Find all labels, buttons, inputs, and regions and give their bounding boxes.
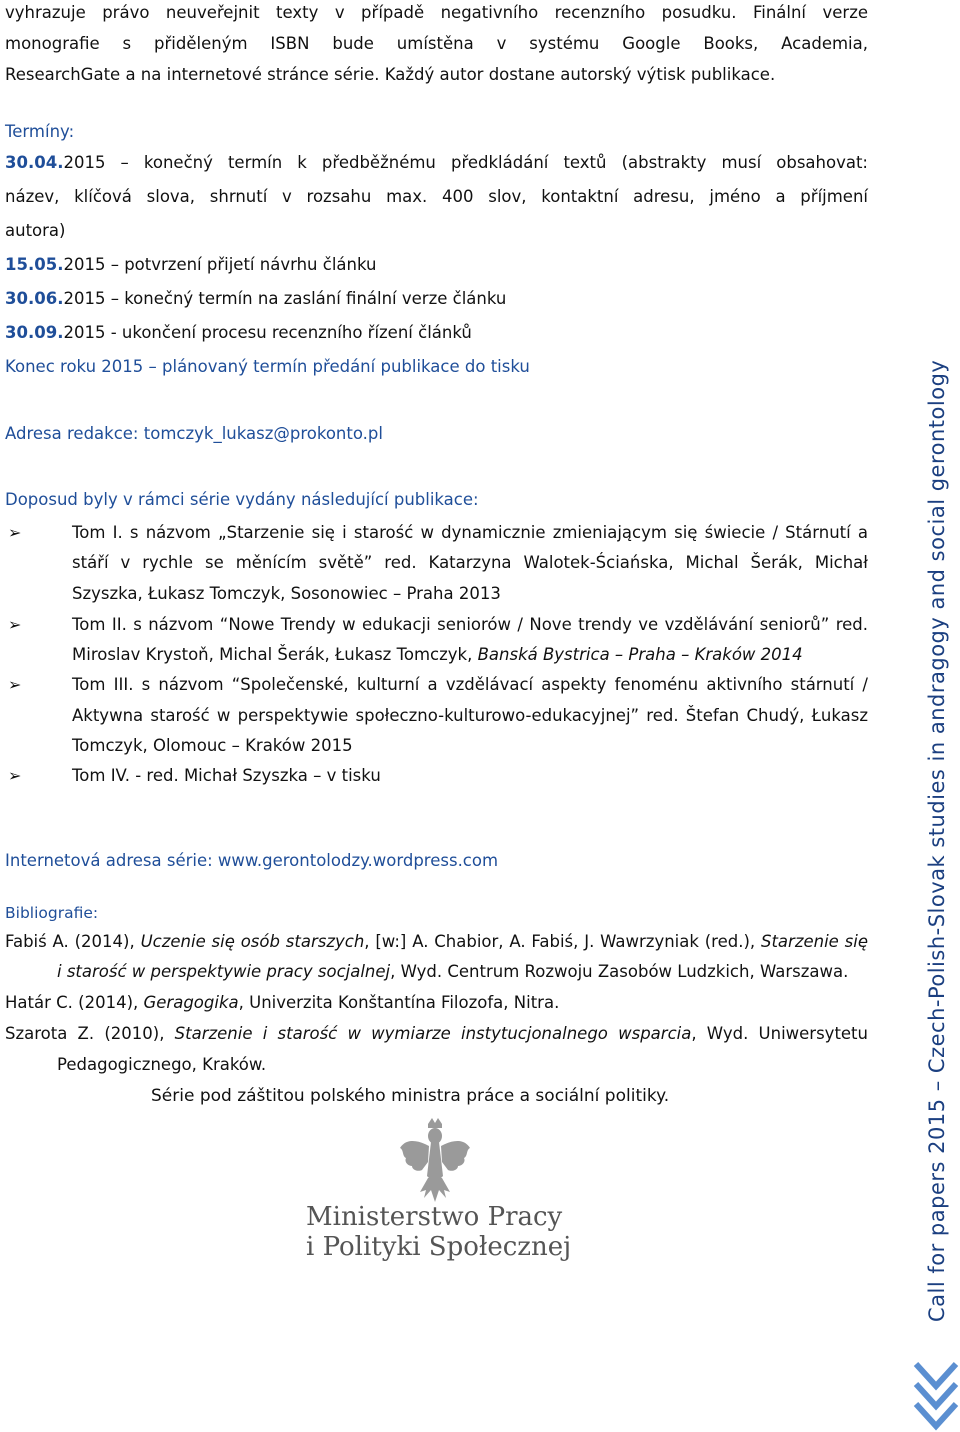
term-item-1-cont2: autora) <box>5 221 66 240</box>
arrow-bullet-icon: ➢ <box>8 523 22 542</box>
arrow-bullet-icon: ➢ <box>8 675 22 694</box>
term-item-1-cont: název, klíčová slova, shrnutí v rozsahu max. 400 slov, kontaktní adresu, jméno a příjmení <box>5 187 868 206</box>
term-date: 30.04. <box>5 153 64 172</box>
arrow-bullet-icon: ➢ <box>8 615 22 634</box>
terms-heading: Termíny: <box>5 122 75 141</box>
tom1-line-3: Szyszka, Łukasz Tomczyk, Sosonowiec – Praha 2013 <box>72 584 501 603</box>
bib-publisher: , Univerzita Konštantína Filozofa, Nitra. <box>238 993 560 1012</box>
end-of-year-term: Konec roku 2015 – plánovaný termín předání publikace do tisku <box>5 357 530 376</box>
bibliography-heading: Bibliografie: <box>5 904 99 922</box>
bib-entry-3-line-2: Pedagogicznego, Kraków. <box>57 1055 267 1074</box>
intro-line-3: ResearchGate a na internetové stránce série. Každý autor dostane autorský výtisk publikace. <box>5 65 776 84</box>
bib-source: , [w:] A. Chabior, A. Fabiś, J. Wawrzyniak (red.), <box>364 932 761 951</box>
term-item-4 <box>5 322 472 344</box>
bib-entry-3-line-1 <box>5 1023 868 1045</box>
tom3-line-2: Aktywna starość w perspektywie społeczno-kulturowo-edukacyjnej” red. Štefan Chudý, Łukasz <box>72 706 868 725</box>
bib-entry-2 <box>5 992 559 1014</box>
term-item-3 <box>5 288 506 310</box>
term-date: 30.06. <box>5 289 64 308</box>
polish-eagle-icon <box>398 1118 472 1208</box>
editorial-label: Adresa redakce: <box>5 424 144 443</box>
intro-line-2: monografie s přiděleným ISBN bude umístěna v systému Google Books, Academia, <box>5 34 868 53</box>
bib-entry-1-line-1 <box>5 931 868 953</box>
term-item-1 <box>5 152 868 174</box>
tom2-authors: Miroslav Krystoň, Michal Šerák, Łukasz Tomczyk, <box>72 645 478 664</box>
tom4-line: Tom IV. - red. Michał Szyszka – v tisku <box>72 766 381 785</box>
term-text: 2015 – konečný termín na zaslání finální verze článku <box>63 289 507 308</box>
term-item-2 <box>5 254 376 276</box>
term-date: 15.05. <box>5 255 64 274</box>
internet-address <box>5 850 498 872</box>
bib-publisher: , Wyd. Uniwersytetu <box>691 1024 868 1043</box>
bib-book-title-cont: i starość w perspektywie pracy socjalnej <box>57 962 391 981</box>
bib-author: Fabiś A. (2014), <box>5 932 141 951</box>
chevron-logo-icon <box>912 1360 960 1432</box>
tom3-line-3: Tomczyk, Olomouc – Kraków 2015 <box>72 736 353 755</box>
tom1-line-1: Tom I. s názvom „Starzenie się i starość w dynamicznie zmieniającym się świecie / Stárnutí a <box>72 523 868 542</box>
tom1-line-2: stáří v rychle se měnícím světě” red. Katarzyna Walotek-Ściańska, Michal Šerák, Michał <box>72 553 868 572</box>
bib-title: Starzenie i starość w wymiarze instytucjonalnego wsparcia <box>174 1024 692 1043</box>
bib-title: Geragogika <box>143 993 239 1012</box>
term-text: 2015 – potvrzení přijetí návrhu článku <box>63 255 377 274</box>
editorial-email-link[interactable]: tomczyk_lukasz@prokonto.pl <box>143 424 383 443</box>
tom2-place: Banská Bystrica – Praha – Kraków 2014 <box>477 645 803 664</box>
bib-title: Uczenie się osób starszych <box>140 932 365 951</box>
ministry-logo-text <box>306 1202 571 1262</box>
tom2-line-1: Tom II. s názvom “Nowe Trendy w edukacji seniorów / Nove trendy ve vzdělávání seniorů” red. <box>72 615 868 634</box>
published-heading: Doposud byly v rámci série vydány následující publikace: <box>5 490 479 509</box>
bib-entry-1-line-2 <box>57 961 848 983</box>
term-date: 30.09. <box>5 323 64 342</box>
internet-label: Internetová adresa série: <box>5 851 218 870</box>
editorial-address <box>5 423 383 445</box>
ministry-line-1: Ministerstwo Pracy <box>306 1202 563 1232</box>
term-text: 2015 - ukončení procesu recenzního řízení článků <box>63 323 472 342</box>
bib-book-title: Starzenie się <box>760 932 868 951</box>
patronage-text: Série pod záštitou polského ministra práce a sociální politiky. <box>151 1086 670 1106</box>
arrow-bullet-icon: ➢ <box>8 766 22 785</box>
tom3-line-1: Tom III. s názvom “Společenské, kulturní a vzdělávací aspekty fenoménu aktivního stárnutí / <box>72 675 868 694</box>
bib-author: Határ C. (2014), <box>5 993 144 1012</box>
sidebar-call-for-papers: Call for papers 2015 – Czech-Polish-Slovak studies in andragogy and social gerontology <box>925 359 949 1322</box>
term-text: 2015 – konečný termín k předběžnému předkládání textů (abstrakty musí obsahovat: <box>63 153 868 172</box>
tom2-line-2 <box>72 644 803 666</box>
internet-url-link[interactable]: www.gerontolodzy.wordpress.com <box>217 851 499 870</box>
bib-author: Szarota Z. (2010), <box>5 1024 175 1043</box>
bib-publisher: , Wyd. Centrum Rozwoju Zasobów Ludzkich, Warszawa. <box>390 962 849 981</box>
ministry-line-2: i Polityki Społecznej <box>306 1232 572 1262</box>
intro-line-1: vyhrazuje právo neuveřejnit texty v případě negativního recenzního posudku. Finální verze <box>5 3 868 22</box>
